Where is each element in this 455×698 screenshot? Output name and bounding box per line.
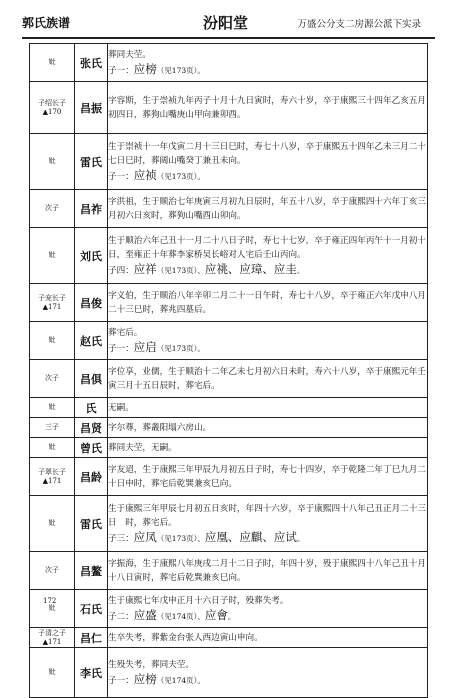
person-name: 昌振 <box>75 82 108 134</box>
person-name: 昌俊 <box>75 284 108 322</box>
biography-text: 字振海，生于康熙八年庚戌二月十二日子时，年四十岁，殁于康熙四十八年己丑十月十八日寅时，葬宅后乾巽兼亥巳向。 <box>108 558 426 583</box>
children-prefix: 子一： <box>108 343 134 354</box>
page-reference: （见173页）、 <box>156 265 205 275</box>
relation-label: 三子 <box>30 418 75 438</box>
biography-text: 字洪祖，生于顺治七年庚寅三月初九日辰时，年五十八岁，卒于康熙四十六年丁亥三月初六日亥时，葬狗山嘴酉山卯向。 <box>108 196 426 221</box>
biography-text: 葬宅后。 <box>108 327 143 338</box>
biography-text: 葬同夫茔。 <box>108 49 151 60</box>
relation-label: 子翠长子▲171 <box>30 458 75 496</box>
relation-label: 子绍长子▲170 <box>30 82 75 134</box>
person-name: 雷氏 <box>75 134 108 190</box>
biography-cell <box>108 496 428 552</box>
biography-cell <box>108 648 428 698</box>
genealogy-row <box>30 82 428 134</box>
genealogy-row <box>30 496 428 552</box>
section-title: 万盛公分支二房源公派下实录 <box>297 19 421 30</box>
person-name: 雷氏 <box>75 496 108 552</box>
child-name-list: 应凰、应麒、应试 <box>204 529 297 544</box>
children-prefix: 子四： <box>108 265 134 276</box>
biography-text: 生于崇祯十一年戊寅二月十三日巳时，寿七十八岁，卒于康熙五十四年乙未三月二十七日巳时，葬阔山嘴癸丁兼丑未向。 <box>108 141 426 166</box>
biography-text: 葬同夫茔，无嗣。 <box>108 442 177 453</box>
children-prefix: 子一： <box>108 171 134 182</box>
genealogy-row <box>30 552 428 590</box>
person-name: 刘氏 <box>75 228 108 284</box>
child-name: 应榜 <box>133 671 157 686</box>
children-line <box>108 62 427 78</box>
page-reference: （见173页）。 <box>156 65 205 75</box>
children-line <box>108 672 427 688</box>
relation-label: 妣 <box>30 438 75 458</box>
person-name: 李氏 <box>75 648 108 698</box>
genealogy-row <box>30 134 428 190</box>
genealogy-row <box>30 190 428 228</box>
biography-cell <box>108 190 428 228</box>
biography-text: 字友迢，生于康熙三年甲辰九月初五日子时，寿七十四岁，卒于乾隆二年丁巳九月二十日申时，葬宅后乾巽兼亥巳向。 <box>108 464 426 489</box>
biography-text: 生于康熙七年戊申正月十六日子时，殁葬失考。 <box>108 595 289 606</box>
relation-label: 妣 <box>30 496 75 552</box>
header-rule <box>22 37 435 39</box>
relation-label: 妣 <box>30 398 75 418</box>
biography-cell <box>108 398 428 418</box>
children-prefix: 子二： <box>108 611 134 622</box>
children-suffix: 。 <box>296 265 305 275</box>
biography-cell <box>108 322 428 360</box>
biography-text: 生卒失考，葬紫金台张人西边寅山申向。 <box>108 632 263 643</box>
hall-name: 汾阳堂 <box>203 14 249 32</box>
genealogy-row <box>30 648 428 698</box>
relation-label: 妣 <box>30 322 75 360</box>
children-suffix: 。 <box>296 533 305 543</box>
biography-text: 生殁失考，葬同夫茔。 <box>108 659 194 670</box>
relation-label: 妣 <box>30 590 75 628</box>
child-name: 应凤 <box>133 529 157 544</box>
biography-text: 无嗣。 <box>108 402 134 413</box>
child-name: 应祥 <box>133 261 157 276</box>
children-line <box>108 530 427 546</box>
children-prefix: 子三： <box>108 533 134 544</box>
person-name: 昌龄 <box>75 458 108 496</box>
children-suffix: 。 <box>227 611 236 621</box>
children-line <box>108 608 427 624</box>
relation-label: 子清之子▲171 <box>30 628 75 648</box>
relation-label: 妣 <box>30 134 75 190</box>
person-name: 昌贤 <box>75 418 108 438</box>
biography-text: 字尔尊，葬叢阳塌六房山。 <box>108 422 212 433</box>
person-name: 昌俱 <box>75 360 108 398</box>
biography-text: 生于康熙三年甲辰七月初五日亥时，年四十六岁，卒于康熙四十八年己丑正月二十三日 时，葬宅后。 <box>108 503 426 528</box>
genealogy-row <box>30 284 428 322</box>
genealogy-row <box>30 438 428 458</box>
person-name: 赵氏 <box>75 322 108 360</box>
person-name: 昌祚 <box>75 190 108 228</box>
relation-label: 妣 <box>30 648 75 698</box>
biography-cell <box>108 360 428 398</box>
genealogy-row <box>30 458 428 496</box>
genealogy-row <box>30 322 428 360</box>
biography-cell <box>108 628 428 648</box>
children-line <box>108 340 427 356</box>
child-name: 应启 <box>133 339 157 354</box>
child-name: 应盛 <box>133 607 157 622</box>
person-name: 昌仁 <box>75 628 108 648</box>
biography-text: 生于顺治六年己丑十一月二十八日子时，寿七十七岁，卒于雍正四年丙午十一月初十日，至雍正十年葬李家桥吴长峪对人宅后壬山丙向。 <box>108 235 426 260</box>
page-reference: （见173页）。 <box>156 171 205 181</box>
person-name: 张氏 <box>75 44 108 82</box>
page-number: 172 <box>43 597 57 605</box>
children-prefix: 子一： <box>108 65 134 76</box>
relation-label: 次子 <box>30 552 75 590</box>
genealogy-row <box>30 360 428 398</box>
genealogy-row <box>30 44 428 82</box>
child-name: 应榜 <box>133 61 157 76</box>
genealogy-row <box>30 628 428 648</box>
biography-cell <box>108 44 428 82</box>
biography-cell <box>108 284 428 322</box>
genealogy-table <box>29 43 428 698</box>
biography-cell <box>108 82 428 134</box>
biography-cell <box>108 458 428 496</box>
biography-text: 字义伯，生于顺治八年辛卯二月二十一日午时，寿七十八岁，卒于雍正六年戊申八月二十三巳时，葬兆四墓后。 <box>108 290 426 315</box>
relation-label: 妣 <box>30 228 75 284</box>
page-reference: （见173页）、 <box>156 533 205 543</box>
child-name: 应祯 <box>133 167 157 182</box>
biography-cell <box>108 134 428 190</box>
person-name: 曾氏 <box>75 438 108 458</box>
children-prefix: 子一： <box>108 675 134 686</box>
page-header <box>0 0 455 46</box>
person-name: 石氏 <box>75 590 108 628</box>
child-name-list: 应會 <box>204 607 228 622</box>
genealogy-row <box>30 398 428 418</box>
book-title: 郭氏族谱 <box>22 16 71 30</box>
children-line <box>108 262 427 278</box>
person-name: 氏 <box>75 398 108 418</box>
page-reference: （见174页）、 <box>156 611 205 621</box>
relation-label: 子宠长子▲171 <box>30 284 75 322</box>
relation-label: 次子 <box>30 360 75 398</box>
biography-cell <box>108 438 428 458</box>
biography-cell <box>108 418 428 438</box>
children-line <box>108 168 427 184</box>
relation-label: 妣 <box>30 44 75 82</box>
genealogy-row <box>30 590 428 628</box>
genealogy-row <box>30 228 428 284</box>
biography-text: 字容斯，生于崇祯九年丙子十月十九日寅时，寿六十岁，卒于康熙三十四年乙亥五月初四日，葬狗山嘴庚山甲向兼卯酉。 <box>108 95 426 120</box>
child-name-list: 应祧、应璋、应圭 <box>204 261 297 276</box>
biography-cell <box>108 552 428 590</box>
page-reference: （见174页）。 <box>156 675 205 685</box>
person-name: 昌鳌 <box>75 552 108 590</box>
biography-cell <box>108 590 428 628</box>
genealogy-row <box>30 418 428 438</box>
relation-label: 次子 <box>30 190 75 228</box>
biography-cell <box>108 228 428 284</box>
page-reference: （见173页）。 <box>156 343 205 353</box>
biography-text: 字位享，业儒，生于顺治十二年乙未七月初六日未时，寿六十八岁，卒于康熙元年壬寅三月十五日辰时，葬宅后。 <box>108 366 426 391</box>
